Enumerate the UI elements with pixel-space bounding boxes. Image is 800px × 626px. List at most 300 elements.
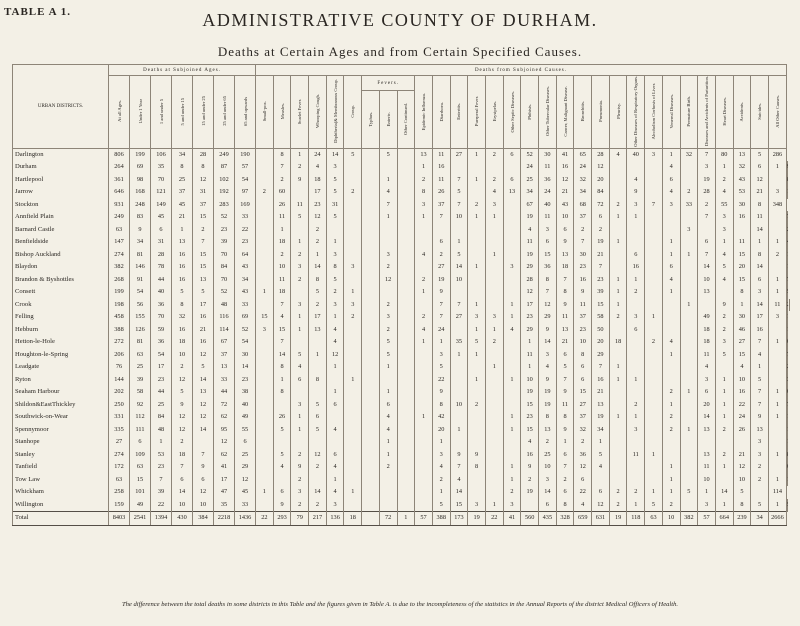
table-cell [680,274,698,287]
table-row [13,174,790,187]
table-cell: 2 [645,336,663,349]
table-cell: 1 [432,486,450,499]
table-row [13,361,790,374]
table-cell: 44 [151,274,172,287]
table-cell: 11 [627,449,645,462]
table-cell: 7 [450,199,468,212]
group-header-row [13,65,790,76]
table-cell: 8 [556,411,574,424]
table-cell: 24 [733,411,751,424]
table-cell [256,399,274,412]
table-cell [503,236,521,249]
table-cell: 21 [172,211,193,224]
table-cell [786,324,788,337]
table-cell: 3 [751,286,769,299]
table-cell [786,461,788,474]
table-cell [609,399,627,412]
table-cell [344,436,362,449]
column-header-label: Suicides. [757,103,763,120]
district-name: Stanley [13,449,109,462]
table-cell [786,399,788,412]
table-cell: 47 [214,486,235,499]
table-cell: 72 [214,399,235,412]
table-cell [415,499,433,512]
table-cell: 41 [214,461,235,474]
table-cell: 15 [273,324,291,337]
table-cell: 5 [344,148,362,161]
table-cell: 6 [751,161,769,174]
table-cell [415,299,433,312]
table-cell: 12 [592,161,610,174]
table-cell [485,436,503,449]
table-cell [397,161,415,174]
table-cell: 1 [609,411,627,424]
table-cell [786,174,788,187]
table-cell: 7 [751,399,769,412]
table-cell [733,224,751,237]
table-cell: 12 [574,461,592,474]
table-cell: 9 [468,449,486,462]
table-cell: 1 [468,174,486,187]
table-cell: 1 [326,361,344,374]
table-cell [256,349,274,362]
table-cell: 5 [715,349,733,362]
table-cell: 1 [627,499,645,512]
table-cell: 12 [193,411,214,424]
table-cell: 9 [556,386,574,399]
table-cell [627,224,645,237]
table-cell [256,449,274,462]
table-cell [362,486,380,499]
table-cell: 1 [291,148,309,161]
table-cell: 2 [751,461,769,474]
table-cell: 23 [151,374,172,387]
table-cell: 92 [130,399,151,412]
table-row [13,299,790,312]
table-cell: 1 [662,349,680,362]
table-cell [503,336,521,349]
column-header-label: Other Continued. [403,103,409,135]
table-cell: 20 [733,261,751,274]
table-cell: 37 [574,411,592,424]
table-cell: 17 [214,474,235,487]
table-cell: 10 [450,274,468,287]
column-header [109,76,130,149]
district-name: Tanfield [13,461,109,474]
table-cell: 6 [574,374,592,387]
table-cell [379,161,397,174]
table-cell: 40 [235,399,256,412]
table-row [13,324,790,337]
column-header [172,76,193,149]
table-cell: 14 [751,224,769,237]
table-cell [344,274,362,287]
table-cell: 1 [379,449,397,462]
table-cell: 53 [733,186,751,199]
table-cell: 106 [151,148,172,161]
table-cell [309,386,327,399]
table-cell [256,211,274,224]
table-cell: 8 [468,461,486,474]
table-cell: 2 [662,386,680,399]
table-cell: 13 [309,324,327,337]
table-cell: 2 [291,274,309,287]
table-cell [291,386,309,399]
table-cell: 5 [432,361,450,374]
table-cell: 15 [521,399,539,412]
table-cell: 2 [256,186,274,199]
table-cell [291,336,309,349]
column-header [592,76,610,149]
table-cell: 1 [521,336,539,349]
table-cell [786,336,788,349]
table-cell: 6 [309,411,327,424]
table-cell [788,299,790,312]
column-header-label: Venereal Diseases. [668,94,674,129]
table-cell: 3 [326,249,344,262]
table-cell: 63 [130,461,151,474]
column-header [397,91,415,148]
table-cell: 18 [556,261,574,274]
table-cell: 173 [450,512,468,526]
table-cell: 19 [592,411,610,424]
table-cell [468,274,486,287]
table-cell: 18 [273,286,291,299]
table-cell: 1 [379,436,397,449]
table-cell: 382 [109,261,130,274]
table-cell: 64 [235,249,256,262]
table-cell: 11 [574,299,592,312]
table-cell: 8 [751,249,769,262]
table-cell: 53 [151,449,172,462]
table-cell: 58 [130,386,151,399]
table-cell: 3 [256,324,274,337]
table-cell [344,236,362,249]
table-cell [786,286,788,299]
table-cell: 458 [109,311,130,324]
table-cell [645,361,663,374]
table-cell: 9 [130,224,151,237]
table-cell [662,299,680,312]
total-row [13,512,790,526]
table-cell [786,349,788,362]
table-cell [415,361,433,374]
table-cell: 12 [172,424,193,437]
table-cell: 4 [539,361,557,374]
table-cell: 9 [556,424,574,437]
table-cell [415,349,433,362]
table-cell [645,474,663,487]
table-cell [415,236,433,249]
table-cell: 23 [309,199,327,212]
table-cell: 55 [715,199,733,212]
table-cell: 4 [415,249,433,262]
table-cell [645,386,663,399]
table-cell [362,436,380,449]
table-cell: 1 [662,148,680,161]
table-cell [645,461,663,474]
table-cell: 12 [326,349,344,362]
table-row [13,374,790,387]
table-cell: 8 [172,299,193,312]
table-cell: 1 [503,411,521,424]
table-cell [362,449,380,462]
table-cell: 22 [432,374,450,387]
table-cell: 2 [291,161,309,174]
column-header-label: Small-pox. [261,101,267,122]
table-cell: 37 [193,199,214,212]
table-cell: 2 [468,199,486,212]
table-cell: 8 [309,374,327,387]
table-cell: 1 [468,324,486,337]
district-name: Brandon & Byshottles [13,274,109,287]
table-cell: 32 [172,311,193,324]
table-cell: 199 [109,286,130,299]
ages-group-header: Deaths at Subjoined Ages. [109,65,256,76]
table-cell: 5 [172,286,193,299]
table-cell: 15 [592,299,610,312]
table-cell: 2 [415,174,433,187]
table-cell: 2 [415,274,433,287]
table-cell: 2 [379,299,397,312]
table-cell [662,361,680,374]
table-cell: 67 [521,199,539,212]
table-cell: 6 [556,349,574,362]
table-cell [450,386,468,399]
table-cell: 146 [130,261,151,274]
table-cell: 84 [214,261,235,274]
table-cell: 30 [539,148,557,161]
table-cell: 30 [574,249,592,262]
table-cell: 1 [485,324,503,337]
table-cell: 3 [485,311,503,324]
table-cell: 49 [130,499,151,512]
table-cell: 7 [450,461,468,474]
table-cell: 2 [344,186,362,199]
table-cell [362,211,380,224]
table-cell: 9 [291,174,309,187]
table-cell: 560 [521,512,539,526]
table-cell [397,236,415,249]
table-cell: 97 [235,186,256,199]
table-cell [485,299,503,312]
table-cell [362,299,380,312]
table-cell: 3 [468,311,486,324]
column-header [291,76,309,149]
table-cell: 6 [235,436,256,449]
table-cell: 19 [521,249,539,262]
table-cell [344,461,362,474]
column-header-label: Accidents. [739,101,745,122]
table-cell [645,161,663,174]
table-cell: 7 [450,299,468,312]
table-cell: 41 [556,148,574,161]
district-name: Durham [13,161,109,174]
table-cell: 6 [627,324,645,337]
table-cell: 7 [556,374,574,387]
table-cell: 1 [468,349,486,362]
table-cell: 40 [627,148,645,161]
table-cell: 1 [468,374,486,387]
table-cell: 13 [751,424,769,437]
table-cell: 23 [214,224,235,237]
table-cell [450,361,468,374]
table-cell: 1 [609,274,627,287]
table-cell: 111 [130,424,151,437]
table-cell: 1 [715,411,733,424]
table-cell: 155 [130,311,151,324]
table-cell: 15 [733,349,751,362]
table-cell [786,224,788,237]
table-cell: 11 [291,199,309,212]
table-cell: 3 [627,311,645,324]
table-cell: 18 [609,336,627,349]
column-header-label: Diphtheria(& Membranous Croup. [332,79,338,144]
table-cell: 1 [379,174,397,187]
table-cell [362,374,380,387]
table-row [13,274,790,287]
table-cell [450,161,468,174]
table-cell: 41 [503,512,521,526]
table-cell [485,411,503,424]
table-cell [786,411,788,424]
table-cell: 23 [592,274,610,287]
table-cell: 283 [214,199,235,212]
table-cell [485,474,503,487]
table-cell: 19 [592,236,610,249]
table-cell: 2 [627,286,645,299]
table-cell [256,424,274,437]
table-cell [680,461,698,474]
table-cell: 10 [172,349,193,362]
table-cell: 1 [627,411,645,424]
table-cell: 12 [379,274,397,287]
table-cell: 1 [415,336,433,349]
table-cell: 25 [151,399,172,412]
table-cell [362,461,380,474]
table-cell: 217 [309,512,327,526]
table-cell: 274 [109,249,130,262]
table-cell [256,436,274,449]
table-cell [609,249,627,262]
table-cell [397,411,415,424]
table-cell: 98 [130,174,151,187]
table-cell: 15 [733,249,751,262]
column-header [256,76,274,149]
table-cell [397,499,415,512]
table-cell [680,174,698,187]
table-cell: 7 [751,386,769,399]
table-cell: 1 [291,324,309,337]
table-cell [485,461,503,474]
table-cell: 3 [291,299,309,312]
table-cell [698,224,716,237]
table-cell: 22 [151,499,172,512]
table-cell [485,274,503,287]
table-cell: 16 [521,449,539,462]
table-cell: 12 [521,286,539,299]
table-cell: 4 [273,461,291,474]
table-cell: 4 [326,486,344,499]
table-cell [680,286,698,299]
table-cell [786,386,788,399]
table-cell: 3 [326,299,344,312]
table-cell: 9 [172,399,193,412]
table-cell: 44 [214,386,235,399]
district-name: Bishop Auckland [13,249,109,262]
table-cell: 14 [450,261,468,274]
column-header-label: At all Ages. [116,100,122,123]
district-column-header: URBAN DISTRICTS. [13,65,109,149]
table-cell: 19 [698,174,716,187]
table-cell: 14 [193,374,214,387]
table-cell: 9 [193,461,214,474]
table-cell [415,224,433,237]
district-name: Tow Law [13,474,109,487]
table-cell [609,424,627,437]
table-cell: 34 [521,186,539,199]
table-cell: 4 [309,161,327,174]
table-cell: 4 [379,186,397,199]
table-cell: 2 [556,474,574,487]
column-header [214,76,235,149]
table-cell: 2 [574,436,592,449]
table-cell: 1 [715,236,733,249]
table-cell [768,349,786,362]
table-cell [485,374,503,387]
table-cell: 159 [109,499,130,512]
table-cell [397,249,415,262]
column-header-label: Heart Diseases. [721,97,727,126]
table-cell: 3 [680,224,698,237]
table-cell: 7 [151,474,172,487]
table-cell: 3 [415,199,433,212]
table-cell: 23 [521,311,539,324]
table-cell [326,224,344,237]
table-cell: 12 [539,299,557,312]
column-header [662,76,680,149]
table-cell: 192 [214,186,235,199]
table-cell: 34 [574,186,592,199]
table-cell: 1 [592,436,610,449]
table-cell: 206 [109,349,130,362]
table-cell: 116 [214,311,235,324]
table-cell: 2 [715,174,733,187]
table-cell: 10 [450,399,468,412]
table-cell [662,224,680,237]
table-cell [397,174,415,187]
table-cell: 40 [151,286,172,299]
table-cell: 11 [521,349,539,362]
district-name: Willington [13,499,109,512]
table-cell [344,199,362,212]
table-cell [450,411,468,424]
table-cell: 5 [432,499,450,512]
table-cell [468,411,486,424]
table-cell: 52 [521,148,539,161]
table-cell [645,299,663,312]
table-cell: 2 [698,199,716,212]
column-header-label: Enteritis. [456,103,462,120]
table-cell: 5 [291,211,309,224]
table-cell: 50 [592,324,610,337]
table-cell: 435 [539,512,557,526]
table-cell [768,461,786,474]
table-cell: 11 [273,211,291,224]
table-cell: 11 [432,174,450,187]
table-cell: 32 [574,424,592,437]
table-cell [256,499,274,512]
